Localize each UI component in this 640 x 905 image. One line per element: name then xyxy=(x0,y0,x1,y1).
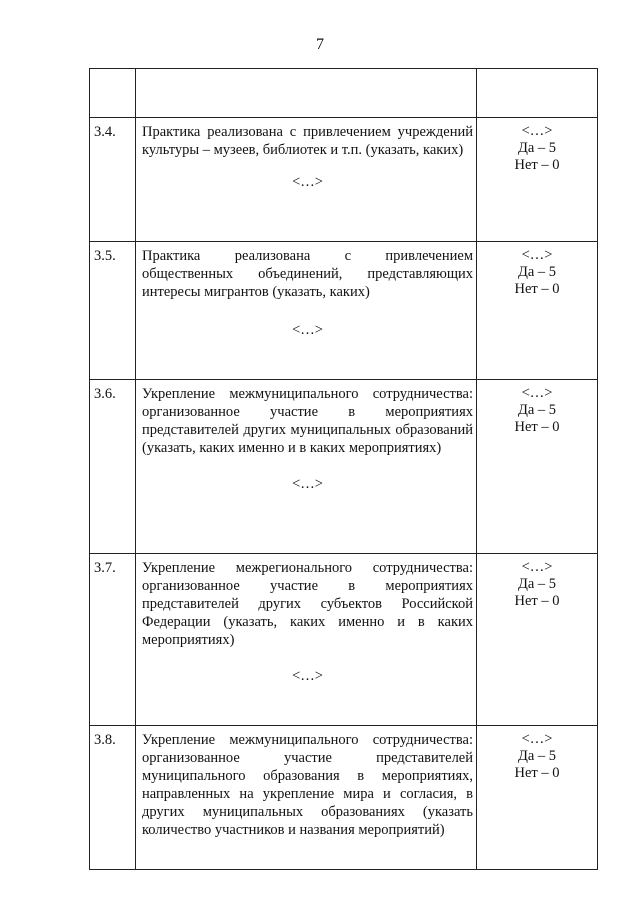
criterion-text: Практика реализована с привлечением учреждений культуры – музеев, библиотек и т.п. (указать, каких) xyxy=(142,124,473,158)
criterion-text: Укрепление межмуниципального сотрудничества: организованное участие в мероприятиях представителей других муниципальных образований (указать, каких именно и в каких мероприятиях) xyxy=(142,386,473,456)
table-row xyxy=(90,554,598,726)
row-number: 3.7. xyxy=(90,554,136,726)
row-number: 3.5. xyxy=(90,242,136,380)
score-yes: Да – 5 xyxy=(517,576,557,592)
row-number: 3.6. xyxy=(90,380,136,554)
answer-placeholder: <…> xyxy=(292,174,323,190)
row-number: 3.4. xyxy=(90,118,136,242)
table-row xyxy=(90,118,598,242)
score-no: Нет – 0 xyxy=(514,419,560,435)
empty-cell xyxy=(477,69,598,118)
score-yes: Да – 5 xyxy=(517,140,557,156)
row-number: 3.8. xyxy=(90,726,136,870)
score-cell xyxy=(477,726,598,870)
criterion-cell xyxy=(136,726,477,870)
table-row xyxy=(90,726,598,870)
criteria-table xyxy=(89,68,598,870)
score-cell xyxy=(477,118,598,242)
page-number: 7 xyxy=(316,36,324,53)
table-row xyxy=(90,242,598,380)
criterion-text: Укрепление межмуниципального сотрудничества: организованное участие представителей муниципального образования в мероприятиях, направленных на укрепление мира и согласия, в других муниципальных образованиях (указать количество участников и названия мероприятий) xyxy=(142,732,473,838)
score-yes: Да – 5 xyxy=(517,264,557,280)
answer-placeholder: <…> xyxy=(292,668,323,684)
table-row xyxy=(90,380,598,554)
score-placeholder: <…> xyxy=(521,731,553,747)
score-cell xyxy=(477,242,598,380)
score-placeholder: <…> xyxy=(521,247,553,263)
score-placeholder: <…> xyxy=(521,123,553,139)
criterion-cell xyxy=(136,242,477,380)
score-cell xyxy=(477,380,598,554)
score-placeholder: <…> xyxy=(521,559,553,575)
score-yes: Да – 5 xyxy=(517,748,557,764)
criterion-cell xyxy=(136,554,477,726)
answer-placeholder: <…> xyxy=(292,322,323,338)
score-cell xyxy=(477,554,598,726)
score-yes: Да – 5 xyxy=(517,402,557,418)
score-no: Нет – 0 xyxy=(514,157,560,173)
score-placeholder: <…> xyxy=(521,385,553,401)
answer-placeholder: <…> xyxy=(292,476,323,492)
table-header-row xyxy=(90,69,598,118)
score-no: Нет – 0 xyxy=(514,593,560,609)
empty-cell xyxy=(136,69,477,118)
criterion-cell xyxy=(136,380,477,554)
criterion-text: Укрепление межрегионального сотрудничества: организованное участие в мероприятиях представителей других субъектов Российской Федерации (указать, каких именно и в каких мероприятиях) xyxy=(142,560,473,648)
criterion-cell xyxy=(136,118,477,242)
criterion-text: Практика реализована с привлечением общественных объединений, представляющих интересы мигрантов (указать, каких) xyxy=(142,248,473,300)
score-no: Нет – 0 xyxy=(514,281,560,297)
score-no: Нет – 0 xyxy=(514,765,560,781)
empty-cell xyxy=(90,69,136,118)
